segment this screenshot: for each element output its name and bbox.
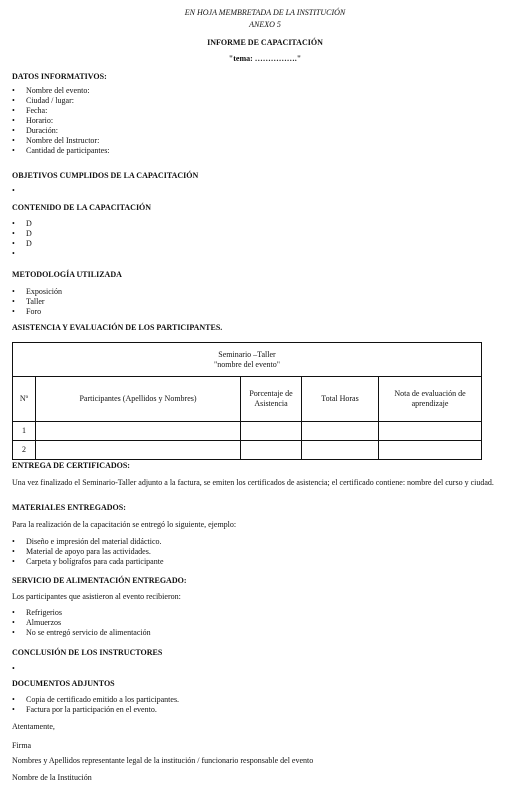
list-item: • Nombre del Instructor: bbox=[12, 136, 110, 146]
list-item: • Factura por la participación en el evento. bbox=[12, 705, 179, 715]
alimentacion-intro: Los participantes que asistieron al evento recibieron: bbox=[12, 592, 181, 601]
list-item: • Copia de certificado emitido a los participantes. bbox=[12, 695, 179, 705]
column-header: Participantes (Apellidos y Nombres) bbox=[36, 377, 241, 422]
list-item: • Exposición bbox=[12, 287, 62, 297]
list-item: • Horario: bbox=[12, 116, 110, 126]
certificados-text: Una vez finalizado el Seminario-Taller adjunto a la factura, se emiten los certificados de asistencia; el certificado contiene: nombre del curso y ciudad. bbox=[12, 478, 494, 487]
table-cell bbox=[241, 422, 302, 441]
table-title-line-2: "nombre del evento" bbox=[213, 359, 281, 369]
objetivos-list bbox=[12, 186, 26, 196]
list-item: • D bbox=[12, 229, 32, 239]
table-cell bbox=[302, 422, 379, 441]
materiales-intro: Para la realización de la capacitación se entregó lo siguiente, ejemplo: bbox=[12, 520, 237, 529]
list-item: • D bbox=[12, 219, 32, 229]
table-title-row bbox=[13, 343, 482, 377]
annex-label: ANEXO 5 bbox=[249, 20, 281, 29]
table-row bbox=[13, 422, 482, 441]
list-item: • Material de apoyo para las actividades. bbox=[12, 547, 164, 557]
table-cell: 1 bbox=[13, 422, 36, 441]
table-header-row bbox=[13, 377, 482, 422]
asistencia-heading: ASISTENCIA Y EVALUACIÓN DE LOS PARTICIPANTES. bbox=[12, 323, 223, 332]
table-cell bbox=[379, 441, 482, 460]
signer-text: Nombres y Apellidos representante legal de la institución / funcionario responsable del evento bbox=[12, 756, 314, 765]
table-row bbox=[13, 441, 482, 460]
alimentacion-list bbox=[12, 608, 151, 638]
table-cell bbox=[36, 441, 241, 460]
table-cell bbox=[379, 422, 482, 441]
materiales-heading: MATERIALES ENTREGADOS: bbox=[12, 503, 126, 512]
list-item: • Taller bbox=[12, 297, 62, 307]
conclusion-heading: CONCLUSIÓN DE LOS INSTRUCTORES bbox=[12, 648, 163, 657]
report-title: INFORME DE CAPACITACIÓN bbox=[207, 38, 323, 47]
certificados-heading: ENTREGA DE CERTIFICADOS: bbox=[12, 461, 130, 470]
documentos-list bbox=[12, 695, 179, 715]
list-item: • Carpeta y bolígrafos para cada participante bbox=[12, 557, 164, 567]
table-cell bbox=[302, 441, 379, 460]
conclusion-list bbox=[12, 664, 26, 674]
list-item: • Duración: bbox=[12, 126, 110, 136]
datos-heading: DATOS INFORMATIVOS: bbox=[12, 72, 107, 81]
list-item: • Refrigerios bbox=[12, 608, 151, 618]
list-item: • No se entregó servicio de alimentación bbox=[12, 628, 151, 638]
table-title bbox=[13, 343, 482, 377]
list-item: • D bbox=[12, 239, 32, 249]
contenido-heading: CONTENIDO DE LA CAPACITACIÓN bbox=[12, 203, 152, 212]
institution-name: Nombre de la Institución bbox=[12, 773, 92, 782]
column-header: Nota de evaluación de aprendizaje bbox=[379, 377, 482, 422]
signature-label: Firma bbox=[12, 741, 32, 750]
list-item: • Almuerzos bbox=[12, 618, 151, 628]
list-item: • Foro bbox=[12, 307, 62, 317]
closing-text: Atentamente, bbox=[12, 722, 55, 731]
list-item: • Cantidad de participantes: bbox=[12, 146, 110, 156]
column-header: Total Horas bbox=[302, 377, 379, 422]
table-cell bbox=[241, 441, 302, 460]
documentos-heading: DOCUMENTOS ADJUNTOS bbox=[12, 679, 115, 688]
list-item: • Ciudad / lugar: bbox=[12, 96, 110, 106]
column-header: Porcentaje de Asistencia bbox=[241, 377, 302, 422]
table-cell: 2 bbox=[13, 441, 36, 460]
letterhead-note: EN HOJA MEMBRETADA DE LA INSTITUCIÓN bbox=[184, 8, 346, 17]
materiales-list bbox=[12, 537, 164, 567]
report-theme: "tema: ……………." bbox=[228, 54, 302, 63]
list-item: • Nombre del evento: bbox=[12, 86, 110, 96]
table-cell bbox=[36, 422, 241, 441]
metodologia-heading: METODOLOGÍA UTILIZADA bbox=[12, 270, 122, 279]
objetivos-heading: OBJETIVOS CUMPLIDOS DE LA CAPACITACIÓN bbox=[12, 171, 199, 180]
list-item bbox=[12, 186, 26, 196]
list-item bbox=[12, 664, 26, 674]
list-item: • Diseño e impresión del material didáctico. bbox=[12, 537, 164, 547]
contenido-list bbox=[12, 219, 32, 259]
alimentacion-heading: SERVICIO DE ALIMENTACIÓN ENTREGADO: bbox=[12, 576, 187, 585]
column-header: Nº bbox=[13, 377, 36, 422]
datos-list bbox=[12, 86, 110, 156]
list-item bbox=[12, 249, 32, 259]
attendance-table bbox=[12, 342, 482, 460]
metodologia-list bbox=[12, 287, 62, 317]
table-title-line-1: Seminario –Taller bbox=[218, 349, 276, 359]
list-item: • Fecha: bbox=[12, 106, 110, 116]
